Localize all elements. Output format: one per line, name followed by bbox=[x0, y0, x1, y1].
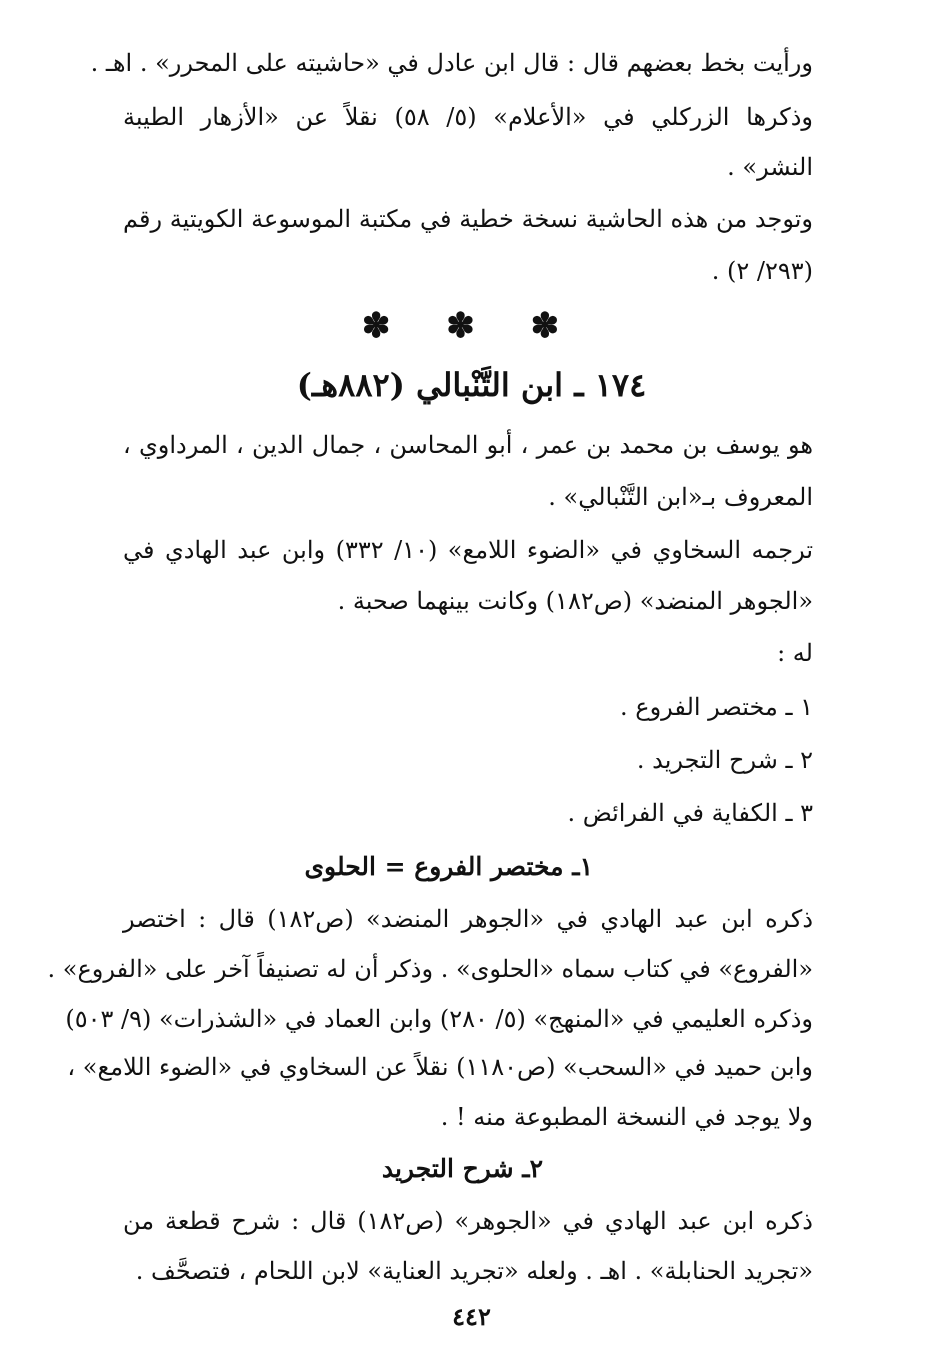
text-line: ورأيت بخط بعضهم قال : قال ابن عادل في «حاشيته على المحرر» . اهـ . bbox=[90, 49, 813, 77]
works-intro: له : bbox=[777, 639, 813, 667]
text-line: (٢٩٣/ ٢) . bbox=[711, 257, 813, 285]
text-line: «الفروع» في كتاب سماه «الحلوى» . وذكر أن له تصنيفاً آخر على «الفروع» . bbox=[47, 955, 813, 983]
text-line: وتوجد من هذه الحاشية نسخة خطية في مكتبة الموسوعة الكويتية رقم bbox=[123, 205, 814, 233]
text-line: وذكرها الزركلي في «الأعلام» (٥/ ٥٨) نقلاً عن «الأزهار الطيبة bbox=[123, 103, 813, 131]
text-line: «الجوهر المنضد» (ص١٨٢) وكانت بينهما صحبة . bbox=[337, 587, 813, 615]
section-heading: ٢ـ شرح التجريد bbox=[381, 1154, 543, 1183]
list-item: ٣ ـ الكفاية في الفرائض . bbox=[567, 799, 813, 827]
text-line: ترجمه السخاوي في «الضوء اللامع» (١٠/ ٣٣٢) وابن عبد الهادي في bbox=[123, 536, 813, 564]
text-line: النشر» . bbox=[727, 153, 813, 181]
text-line: ذكره ابن عبد الهادي في «الجوهر المنضد» (ص١٨٢) قال : اختصر bbox=[123, 905, 814, 933]
text-line: المعروف بـ«ابن التَّنْبالي» . bbox=[548, 483, 813, 511]
page-number: ٤٤٢ bbox=[452, 1302, 491, 1331]
section-heading: ١ـ مختصر الفروع = الحلوى bbox=[304, 852, 593, 881]
list-item: ١ ـ مختصر الفروع . bbox=[620, 693, 813, 721]
text-line: هو يوسف بن محمد بن عمر ، أبو المحاسن ، جمال الدين ، المرداوي ، bbox=[123, 431, 813, 459]
text-line: ذكره ابن عبد الهادي في «الجوهر» (ص١٨٢) قال : شرح قطعة من bbox=[123, 1207, 813, 1235]
text-line: ولا يوجد في النسخة المطبوعة منه ! . bbox=[440, 1103, 813, 1131]
entry-title: ١٧٤ ـ ابن التَّنْبالي (٨٨٢هـ) bbox=[296, 366, 647, 404]
list-item: ٢ ـ شرح التجريد . bbox=[636, 746, 813, 774]
text-line: «تجريد الحنابلة» . اهـ . ولعله «تجريد العناية» لابن اللحام ، فتصحَّف . bbox=[135, 1257, 813, 1285]
text-line: وابن حميد في «السحب» (ص١١٨٠) نقلاً عن السخاوي في «الضوء اللامع» ، bbox=[67, 1053, 813, 1081]
section-separator: ✽ ✽ ✽ bbox=[361, 306, 582, 346]
text-line: وذكره العليمي في «المنهج» (٥/ ٢٨٠) وابن العماد في «الشذرات» (٩/ ٥٠٣) bbox=[65, 1005, 813, 1033]
